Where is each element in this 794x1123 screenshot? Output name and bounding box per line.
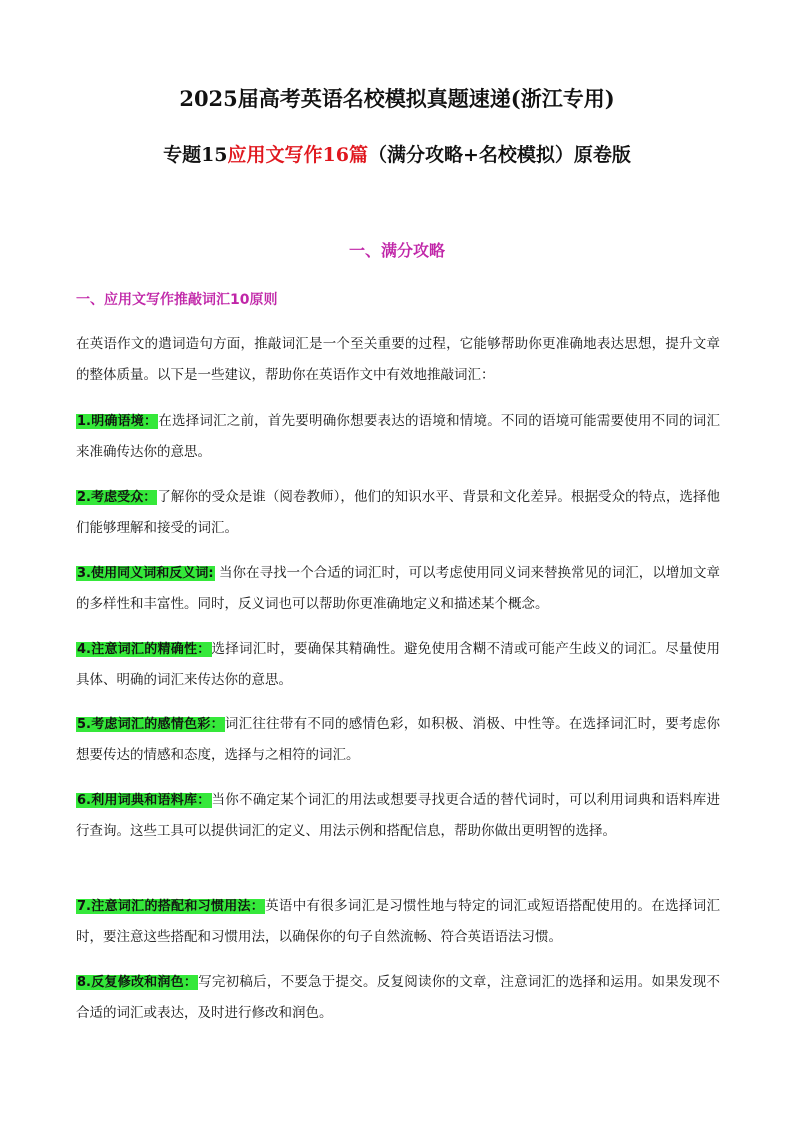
subtitle-prefix: 专题15 [163, 144, 228, 166]
principle-1 [76, 406, 720, 468]
intro-paragraph: 在英语作文的遣词造句方面，推敲词汇是一个至关重要的过程，它能够帮助你更准确地表达思想，提升文章的整体质量。以下是一些建议，帮助你在英语作文中有效地推敲词汇： [76, 336, 720, 383]
principle-3 [76, 558, 720, 620]
principle-label: 8.反复修改和润色： [77, 975, 198, 990]
principle-text: 当你在寻找一个合适的词汇时，可以考虑使用同义词来替换常见的词汇，以增加文章的多样性和丰富性。同时，反义词也可以帮助你更准确地定义和描述某个概念。 [76, 565, 721, 612]
principle-label: 7.注意词汇的搭配和习惯用法： [77, 899, 265, 914]
principle-label: 1.明确语境： [77, 414, 158, 429]
principle-7 [76, 891, 720, 953]
principle-text: 当你不确定某个词汇的用法或想要寻找更合适的替代词时，可以利用词典和语料库进行查询。这些工具可以提供词汇的定义、用法示例和搭配信息，帮助你做出更明智的选择。 [76, 792, 721, 839]
subsection-heading: 一、应用文写作推敲词汇10原则 [76, 292, 278, 308]
principle-text: 词汇往往带有不同的感情色彩，如积极、消极、中性等。在选择词汇时，要考虑你想要传达的情感和态度，选择与之相符的词汇。 [76, 716, 721, 763]
document-title: 2025届高考英语名校模拟真题速递(浙江专用) [179, 86, 615, 111]
principle-4 [76, 634, 720, 696]
principle-5 [76, 709, 720, 771]
principle-text: 英语中有很多词汇是习惯性地与特定的词汇或短语搭配使用的。在选择词汇时，要注意这些搭配和习惯用法，以确保你的句子自然流畅、符合英语语法习惯。 [76, 898, 721, 945]
principle-label: 3.使用同义词和反义词: [77, 566, 214, 581]
subtitle-suffix: （满分攻略+名校模拟）原卷版 [367, 144, 631, 166]
subtitle-highlight: 应用文写作16篇 [227, 144, 368, 166]
principle-6 [76, 785, 720, 847]
document-subtitle [0, 140, 794, 170]
principle-text: 在选择词汇之前，首先要明确你想要表达的语境和情境。不同的语境可能需要使用不同的词汇来准确传达你的意思。 [76, 413, 721, 460]
principle-label: 2.考虑受众： [77, 490, 157, 505]
principle-label: 6.利用词典和语料库： [77, 793, 211, 808]
section-heading: 一、满分攻略 [348, 241, 445, 260]
principle-text: 写完初稿后，不要急于提交。反复阅读你的文章，注意词汇的选择和运用。如果发现不合适的词汇或表达，及时进行修改和润色。 [76, 974, 720, 1021]
principle-text: 了解你的受众是谁（阅卷教师），他们的知识水平、背景和文化差异。根据受众的特点，选择他们能够理解和接受的词汇。 [76, 489, 721, 536]
principle-label: 4.注意词汇的精确性： [77, 642, 211, 657]
principle-8 [76, 967, 720, 1029]
principle-2 [76, 482, 720, 544]
principle-text: 选择词汇时，要确保其精确性。避免使用含糊不清或可能产生歧义的词汇。尽量使用具体、明确的词汇来传达你的意思。 [76, 641, 721, 688]
principle-label: 5.考虑词汇的感情色彩： [77, 717, 224, 732]
